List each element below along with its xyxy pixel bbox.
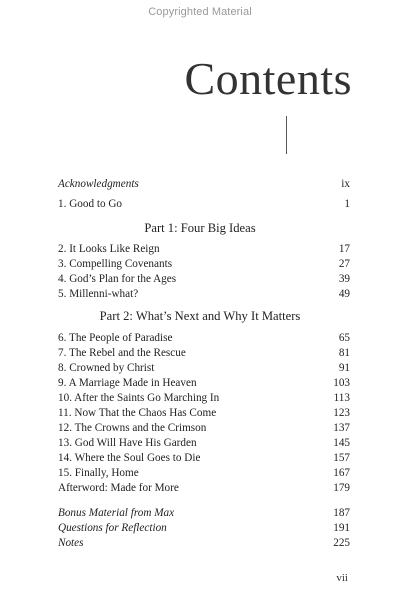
toc-entry-label: 5. Millenni-what?	[58, 288, 139, 300]
toc-entry-label: 3. Compelling Covenants	[58, 258, 173, 270]
copyright-watermark: Copyrighted Material	[148, 6, 252, 18]
toc-entry-acknowledgments[interactable]	[58, 177, 350, 191]
toc-entry-chapter-14[interactable]	[58, 451, 350, 465]
toc-entry-chapter-1[interactable]	[58, 197, 350, 211]
toc-entry-label: Afterword: Made for More	[58, 482, 179, 494]
toc-entry-afterword[interactable]	[58, 481, 350, 495]
toc-entry-label: 2. It Looks Like Reign	[58, 243, 160, 255]
toc-entry-page: 27	[338, 258, 350, 270]
toc-entry-questions-for-reflection[interactable]	[58, 521, 350, 535]
toc-entry-chapter-10[interactable]	[58, 391, 350, 405]
toc-entry-label: 6. The People of Paradise	[58, 332, 173, 344]
toc-entry-label: Notes	[58, 537, 84, 549]
toc-entry-chapter-12[interactable]	[58, 421, 350, 435]
toc-entry-chapter-11[interactable]	[58, 406, 350, 420]
toc-entry-label: Questions for Reflection	[58, 522, 167, 534]
toc-entry-chapter-5[interactable]	[58, 287, 350, 301]
toc-entry-page: 91	[338, 362, 350, 374]
toc-entry-page: 179	[333, 482, 350, 494]
toc-entry-label: 7. The Rebel and the Rescue	[58, 347, 186, 359]
toc-entry-notes[interactable]	[58, 536, 350, 550]
toc-entry-page: 1	[344, 198, 350, 210]
toc-entry-label: 12. The Crowns and the Crimson	[58, 422, 207, 434]
toc-entry-page: 49	[338, 288, 350, 300]
toc-entry-label: 10. After the Saints Go Marching In	[58, 392, 220, 404]
toc-entry-label: Acknowledgments	[58, 178, 139, 190]
toc-entry-chapter-6[interactable]	[58, 331, 350, 345]
toc-entry-page: 39	[338, 273, 350, 285]
toc-entry-label: 4. God’s Plan for the Ages	[58, 273, 177, 285]
toc-entry-label: 9. A Marriage Made in Heaven	[58, 377, 197, 389]
toc-entry-label: Bonus Material from Max	[58, 507, 175, 519]
toc-entry-chapter-13[interactable]	[58, 436, 350, 450]
toc-entry-page: ix	[341, 178, 350, 190]
toc-entry-label: 14. Where the Soul Goes to Die	[58, 452, 201, 464]
toc-entry-page: 167	[333, 467, 350, 479]
toc-entry-page: 17	[338, 243, 350, 255]
toc-entry-chapter-2[interactable]	[58, 242, 350, 256]
title-divider	[286, 116, 287, 154]
toc-entry-page: 145	[333, 437, 350, 449]
part-2-heading: Part 2: What’s Next and Why It Matters	[99, 309, 301, 323]
toc-entry-page: 65	[338, 332, 350, 344]
toc-entry-page: 187	[333, 507, 350, 519]
part-1-heading: Part 1: Four Big Ideas	[144, 221, 256, 235]
toc-entry-page: 103	[333, 377, 350, 389]
toc-entry-chapter-7[interactable]	[58, 346, 350, 360]
toc-entry-chapter-4[interactable]	[58, 272, 350, 286]
toc-entry-page: 123	[333, 407, 350, 419]
toc-entry-chapter-9[interactable]	[58, 376, 350, 390]
page-number: vii	[336, 572, 348, 584]
toc-entry-label: 11. Now That the Chaos Has Come	[58, 407, 217, 419]
page-title: Contents	[184, 53, 352, 104]
toc-entry-chapter-15[interactable]	[58, 466, 350, 480]
toc-entry-page: 113	[333, 392, 350, 404]
toc-entry-chapter-3[interactable]	[58, 257, 350, 271]
toc-entry-bonus-material[interactable]	[58, 506, 350, 520]
toc-entry-chapter-8[interactable]	[58, 361, 350, 375]
toc-entry-page: 157	[333, 452, 350, 464]
toc-entry-label: 13. God Will Have His Garden	[58, 437, 197, 449]
toc-entry-page: 225	[333, 537, 350, 549]
toc-entry-label: 8. Crowned by Christ	[58, 362, 155, 374]
toc-entry-label: 15. Finally, Home	[58, 467, 139, 479]
toc-entry-page: 191	[333, 522, 350, 534]
toc-entry-page: 137	[333, 422, 350, 434]
toc-entry-label: 1. Good to Go	[58, 198, 123, 210]
toc-entry-page: 81	[338, 347, 350, 359]
